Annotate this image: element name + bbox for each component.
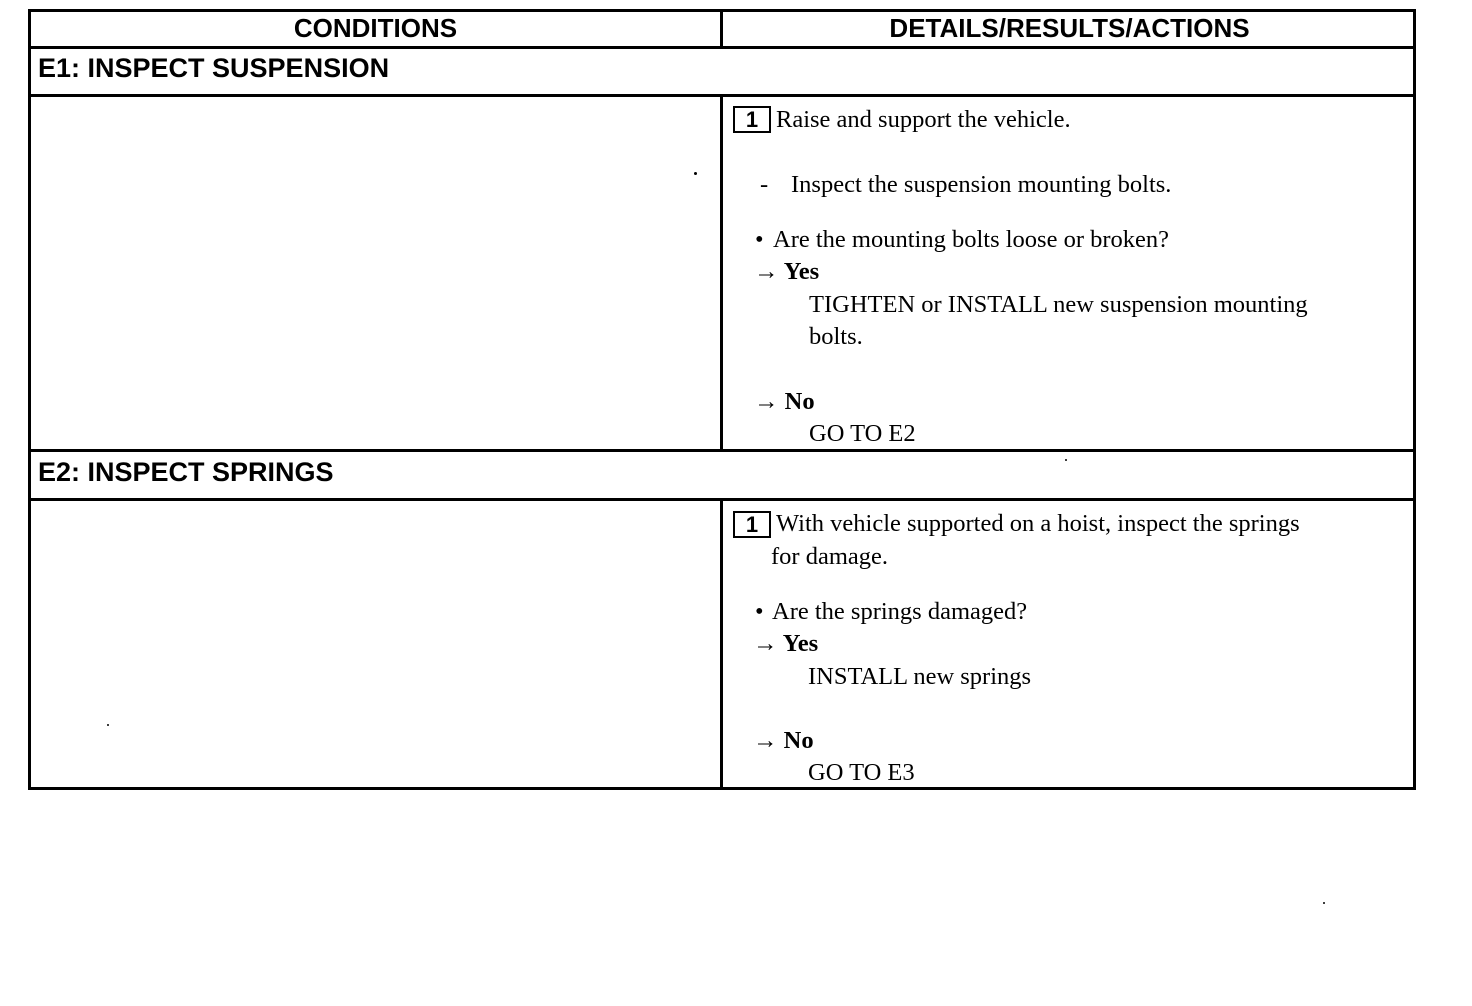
step-text-line: for damage. [771,543,888,570]
column-divider [720,498,723,790]
yes-label: → Yes [754,258,820,285]
no-label: → No [753,727,814,754]
sub-item-marker: - [760,171,769,198]
no-action: GO TO E2 [809,420,916,447]
step-number-box: 1 [733,106,771,133]
sub-item-text: Inspect the suspension mounting bolts. [791,171,1172,198]
header-conditions: CONDITIONS [293,12,458,43]
step-text: Raise and support the vehicle. [776,106,1071,133]
step-text-line: With vehicle supported on a hoist, inspect the springs [776,510,1300,537]
question-text: Are the mounting bolts loose or broken? [773,226,1170,253]
scan-speck [1323,902,1325,904]
section-title: E2: INSPECT SPRINGS [38,457,334,487]
question-text: Are the springs damaged? [772,598,1028,625]
scan-speck [107,724,109,726]
header-details: DETAILS/RESULTS/ACTIONS [889,12,1250,43]
scan-speck [694,172,697,175]
yes-action-line: bolts. [809,323,863,350]
column-divider [720,94,723,451]
yes-label: → Yes [753,630,819,657]
scan-speck [1065,459,1067,461]
no-label: → No [754,388,815,415]
no-action: GO TO E3 [808,759,915,786]
yes-action: INSTALL new springs [808,663,1032,690]
yes-action-line: TIGHTEN or INSTALL new suspension mounting [809,291,1308,318]
question-bullet: • [755,598,764,625]
section-title: E1: INSPECT SUSPENSION [38,53,390,83]
step-number-box: 1 [733,511,771,538]
question-bullet: • [755,226,764,253]
